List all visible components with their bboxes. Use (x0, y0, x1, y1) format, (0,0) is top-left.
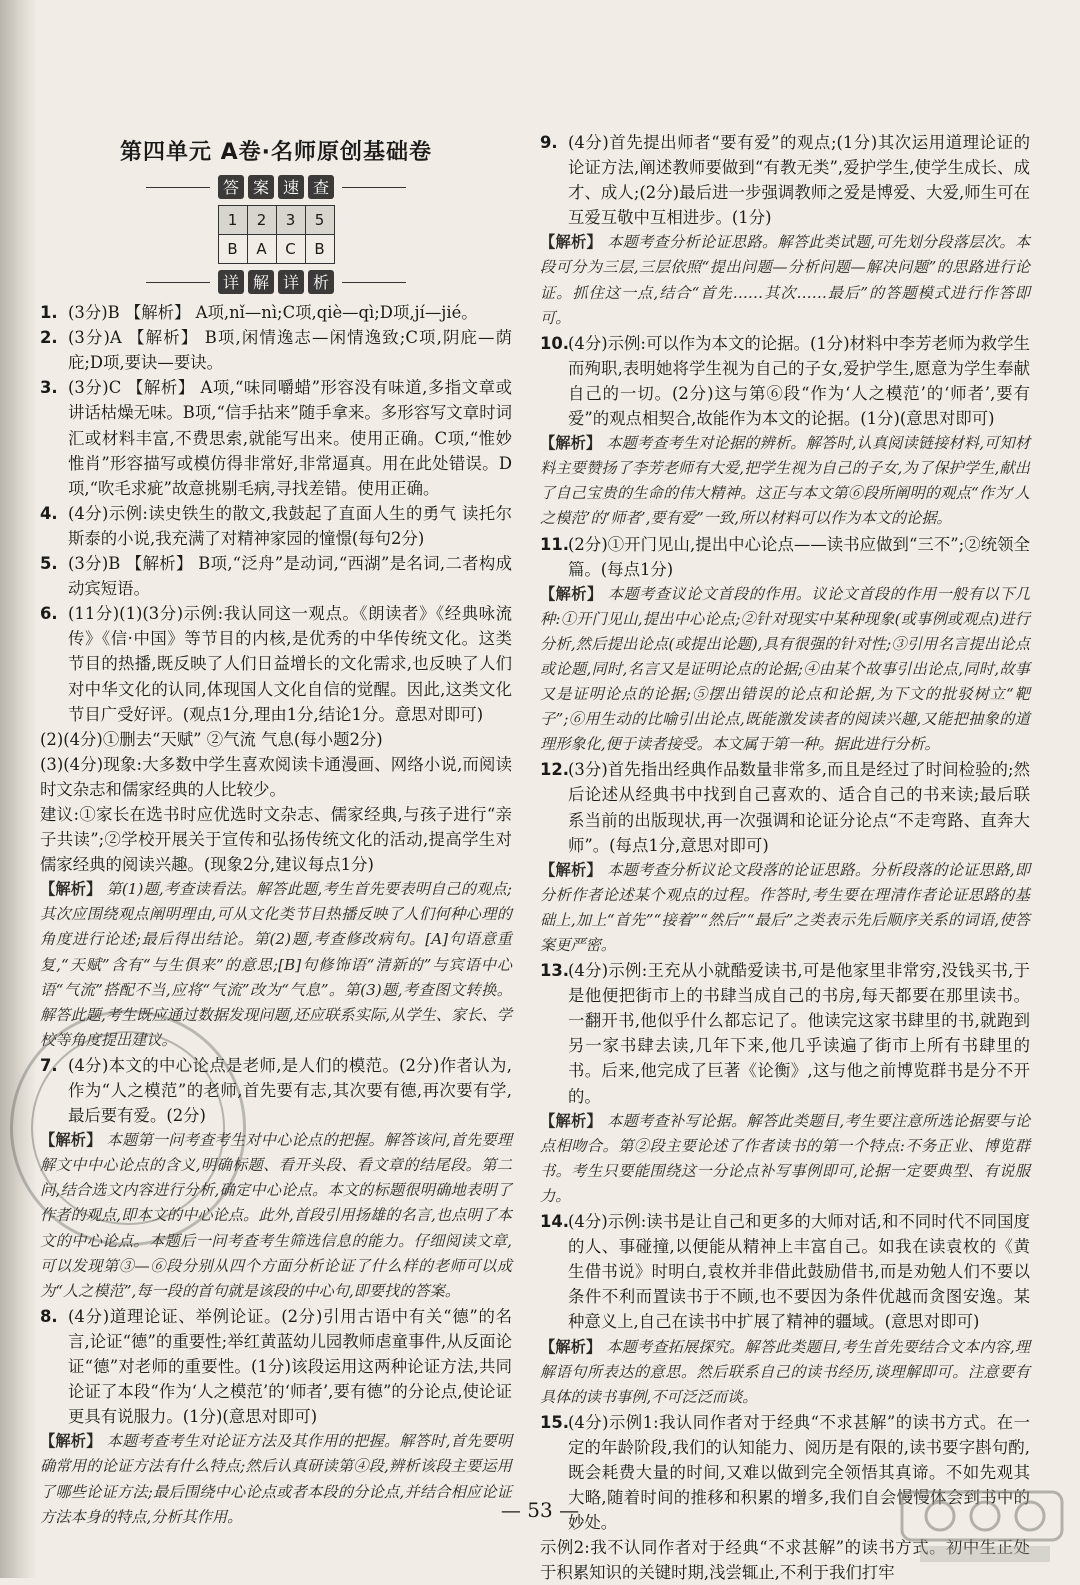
question-item (540, 958, 1030, 1109)
q6-analysis: 【解析】 第(1)题,考查读看法。解答此题,考生首先要表明自己的观点;其次应围绕观点阐明理由,可从文化类节目热播反映了人们何种心理的角度进行论述;最后得出结论。第(2)题,考查修改病句。[A]句语意重复,“天赋”含有“与生俱来”的意思;[B]句修饰语“清新的”与宾语中心语“气流”搭配不当,应将“气流”改为“气息”。第(3)题,考查图文转换。解答此题,考生既应通过数据发现问题,还应联系实际,从学生、家长、学校等角度提出建议。 (40, 880, 513, 1049)
analysis-text: 本题考查分析论证思路。解答此类试题,可先划分段落层次。本段可分为三层,三层依照“提出问题—分析问题—解决问题”的思路进行论证。抓住这一点,结合“首先……其次……最后”的答题模式进行作答即可。 (540, 233, 1031, 327)
analysis-tag: 【解析】 (540, 584, 603, 603)
question-8: 8. (4分)道理论证、举例论证。(2分)引用古语中有关“德”的名言,论证“德”的重要性;举红黄蓝幼儿园教师虐童事件,从反面论证“德”对老师的重要性。(1分)该段运用这两种论证方法,共同论证了本段“作为‘人之模范’的‘师者’,要有德”的分论点,使论证更具有说服力。(1分)(意思对即可) (40, 1306, 512, 1427)
analysis-tag: 【解析】 (540, 860, 602, 879)
analysis-text: 本题考查补写论据。解答此类题目,考生要注意所选论据要与论点相吻合。第②段主要论述了作者读书的第一个特点:不务正业、博览群书。考生只要能围绕这一分论点补写事例即可,论据一定要典型、有说服力。 (540, 1111, 1031, 1205)
question-answer-text: (4分)示例:王充从小就酷爱读书,可是他家里非常穷,没钱买书,于是他便把街市上的书肆当成自己的书房,每天都要在那里读书。一翻开书,他似乎什么都忘记了。他读完这家书肆里的书,就跑到另一家书肆去读,几年下来,他几乎读遍了街市上所有书肆里的书。后来,他完成了巨著《论衡》,这与他之前博览群书是分不开的。 (568, 961, 1030, 1106)
question-item (40, 551, 512, 601)
question-number: 1. (40, 303, 58, 323)
analysis-tag: 【解析】 (40, 880, 102, 899)
analysis-tag: 【解析】 (540, 1337, 602, 1356)
question-item (40, 300, 512, 325)
question-answer-text: (3分)首先指出经典作品数量非常多,而且是经过了时间检验的;然后论述从经典书中找到自己喜欢的、适合自己的书来读;最后联系当前的出版现状,再一次强调和论证分论点“不走弯路、直奔大师”。(每点1分,意思对即可) (568, 760, 1030, 855)
question-number: 10. (540, 333, 570, 353)
question-number: 15. (540, 1412, 570, 1432)
question-number: 6. (40, 604, 58, 624)
question-answer-text: (3分)B 【解析】 A项,nǐ—nì;C项,qiè—qì;D项,jí—jié。 (68, 303, 478, 323)
question-answer-text: (4分)示例:可以作为本文的论据。(1分)材料中李芳老师为救学生而殉职,表明她将学生视为自己的子女,爱护学生,愿意为学生奉献自己的一切。(2分)这与第⑥段“作为‘人之模范’的‘师者’,要有爱”的观点相契合,故能作为本文的论据。(1分)(意思对即可) (568, 333, 1030, 429)
analysis-block (540, 582, 1030, 758)
question-item (40, 375, 512, 500)
q6-suggestion: 建议:①家长在选书时应优选时文杂志、儒家经典,与孩子进行“亲子共读”;②学校开展关于宣传和弘扬传统文化的活动,提高学生对儒家经典的阅读兴趣。(现象2分,建议每点1分) (40, 804, 512, 875)
detail-banner (40, 270, 512, 294)
question-number: 13. (540, 961, 570, 981)
question-number: 14. (540, 1212, 570, 1232)
analysis-tag: 【解析】 (540, 1111, 602, 1130)
question-answer-text: (4分)示例:读书是让自己和更多的大师对话,和不同时代不同国度的人、事碰撞,以便能从精神上丰富自己。如我在读袁枚的《黄生借书说》时明白,袁枚并非借此鼓励借书,而是劝勉人们不要以条件不利而置读书于不顾,也不要因为条件优越而贪图安逸。某种意义上,自己在读书中扩展了精神的疆域。(意思对即可) (568, 1212, 1030, 1332)
q15-example2: 示例2:我不认同作者对于经典“不求甚解”的读书方式。初中生正处于积累知识的关键时期,浅尝辄止,不利于我们打牢 (540, 1538, 1030, 1583)
answers-banner (40, 175, 512, 199)
question-item (540, 532, 1030, 582)
answer-letter-cell: B (218, 235, 247, 264)
question-item (40, 325, 512, 375)
analysis-block (540, 858, 1030, 958)
answers-banner-tile: 查 (308, 175, 334, 199)
question-number: 3. (40, 378, 58, 398)
question-number: 4. (40, 503, 58, 523)
question-number: 11. (540, 534, 570, 554)
question-7: 7. (4分)本文的中心论点是老师,是人们的模范。(2分)作者认为,作为“人之模范”的老师,首先要有志,其次要有德,再次要有学,最后要有爱。(2分) (40, 1055, 512, 1126)
answer-table (218, 205, 335, 264)
question-number: 9. (540, 133, 558, 152)
answers-banner-tile: 答 (218, 175, 244, 199)
right-column (540, 130, 1030, 1585)
right-items (540, 130, 1030, 1535)
left-column (40, 130, 512, 1530)
question-item (40, 501, 512, 551)
question-item (540, 331, 1030, 431)
question-number: 5. (40, 554, 58, 574)
question-item (40, 601, 512, 726)
analysis-block (540, 230, 1030, 330)
question-number: 2. (40, 328, 58, 348)
q8-analysis: 【解析】 本题考查考生对论证方法及其作用的把握。解答时,首先要明确常用的论证方法有什么特点;然后认真研读第④段,辨析该段主要运用了哪些论证方法;最后围绕中心论点或者本段的分论点,并结合相应论证方法本身的特点,分析其作用。 (40, 1432, 513, 1526)
watermark-logo (900, 1488, 1070, 1568)
binding-shadow (0, 0, 36, 1578)
analysis-text: 本题考查议论文首段的作用。议论文首段的作用一般有以下几种:①开门见山,提出中心论点;②针对现实中某种现象(或事例或观点)进行分析,然后提出论点(或提出论题),具有很强的针对性;③引用名言提出论点或论题,同时,名言又是证明论点的论据;④由某个故事引出论点,同时,故事又是证明论点的论据;⑤摆出错误的论点和论据,为下文的批驳树立“靶子”;⑥用生动的比喻引出论点,既能激发读者的阅读兴趣,又能把抽象的道理形象化,便于读者接受。本文属于第一种。据此进行分析。 (540, 584, 1031, 754)
answers-banner-tile: 速 (278, 175, 304, 199)
question-answer-text: (3分)A 【解析】 B项,闲情逸志—闲情逸致;C项,阴庇—荫庇;D项,要诀—要诀。 (68, 328, 512, 373)
q6-part2: (2)(4分)①删去“天赋” ②气流 气息(每小题2分) (40, 729, 383, 749)
answer-number-cell: 1 (218, 206, 247, 235)
question-answer-text: (11分)(1)(3分)示例:我认同这一观点。《朗读者》《经典咏流传》《信·中国》等节目的内核,是优秀的中华传统文化。这类节目的热播,既反映了人们日益增长的文化需求,也反映了人们对中华文化的认同,体现国人文化自信的觉醒。因此,这类文化节目广受好评。(观点1分,理由1分,结论1分。意思对即可) (68, 604, 512, 724)
detail-banner-tile: 详 (218, 270, 244, 294)
question-answer-text: (3分)B 【解析】 B项,“泛舟”是动词,“西湖”是名词,二者构成动宾短语。 (68, 554, 512, 599)
answer-number-cell: 5 (305, 206, 334, 235)
analysis-block (540, 431, 1030, 531)
question-item (540, 1209, 1030, 1334)
page-number: — 53 — (500, 1498, 580, 1522)
answers-banner-tile: 案 (248, 175, 274, 199)
question-answer-text: (4分)示例:读史铁生的散文,我鼓起了直面人生的勇气 读托尔斯泰的小说,我充满了对精神家园的憧憬(每句2分) (68, 503, 512, 548)
q6-part3: (3)(4分)现象:大多数中学生喜欢阅读卡通漫画、网络小说,而阅读时文杂志和儒家经典的人比较少。 (40, 754, 512, 799)
question-answer-text: (2分)①开门见山,提出中心论点——读书应做到“三不”;②统领全篇。(每点1分) (568, 534, 1030, 579)
analysis-text: 本题考查拓展探究。解答此类题目,考生首先要结合文本内容,理解语句所表达的意思。然后联系自己的读书经历,谈理解即可。注意要有具体的读书事例,不可泛泛而谈。 (540, 1337, 1031, 1406)
unit-title: 第四单元 A卷·名师原创基础卷 (119, 140, 433, 165)
left-items (40, 300, 512, 727)
detail-banner-tile: 析 (308, 270, 334, 294)
detail-banner-tile: 解 (248, 270, 274, 294)
answer-letter-cell: A (247, 235, 276, 264)
analysis-tag: 【解析】 (540, 233, 602, 252)
question-item (540, 757, 1030, 857)
analysis-block (540, 1335, 1030, 1410)
analysis-text: 本题考查考生对论据的辨析。解答时,认真阅读链接材料,可知材料主要赞扬了李芳老师有大爱,把学生视为自己的子女,为了保护学生,献出了自己宝贵的生命的伟大精神。这正与本文第⑥段所阐明的观点“作为‘人之模范’的‘师者’,要有爱”一致,所以材料可以作为本文的论据。 (540, 434, 1031, 528)
answer-letter-cell: B (305, 235, 334, 264)
analysis-tag: 【解析】 (540, 434, 602, 453)
question-answer-text: (4分)示例1:我认同作者对于经典“不求甚解”的读书方式。在一定的年龄阶段,我们的认知能力、阅历是有限的,读书要字斟句酌,既会耗费大量的时间,又难以做到完全领悟其真谛。不如先观其大略,随着时间的推移和积累的增多,我们自会慢慢体会到书中的妙处。 (568, 1412, 1030, 1533)
analysis-block (540, 1109, 1030, 1209)
q7-analysis: 【解析】 本题第一问考查考生对中心论点的把握。解答该问,首先要理解文中中心论点的含义,明确标题、看开头段、看文章的结尾段。第二问,结合选文内容进行分析,确定中心论点。本文的标题很明确地表明了作者的观点,即本文的中心论点。此外,首段引用扬雄的名言,也点明了本文的中心论点。本题后一问考查考生筛选信息的能力。仔细阅读文章,可以发现第③—⑥段分别从四个方面分析论证了什么样的老师可以成为“人之模范”,每一段的首句就是该段的中心句,即要找的答案。 (40, 1131, 513, 1300)
question-answer-text: (3分)C 【解析】 A项,“味同嚼蜡”形容没有味道,多指文章或讲话枯燥无味。B项,“信手拈来”随手拿来。多形容写文章时词汇或材料丰富,不费思索,就能写出来。使用正确。C项,“惟妙惟肖”形容描写或模仿得非常好,非常逼真。用在此处错误。D项,“吹毛求疵”故意挑剔毛病,寻找差错。使用正确。 (68, 378, 512, 498)
question-answer-text: (4分)首先提出师者“要有爱”的观点;(1分)其次运用道理论证的论证方法,阐述教师要做到“有教无类”,爱护学生,使学生成长、成才、成人;(2分)最后进一步强调教师之爱是博爱、大爱,师生可在互爱互敬中互相进步。(1分) (568, 133, 1030, 228)
answer-number-cell: 2 (247, 206, 276, 235)
analysis-text: 本题考查分析议论文段落的论证思路。分析段落的论证思路,即分析作者论述某个观点的过程。作答时,考生要在理清作者论证思路的基础上,加上“首先”“接着”“然后”“最后”之类表示先后顺序关系的词语,使答案更严密。 (540, 860, 1031, 954)
answer-letter-cell: C (276, 235, 305, 264)
detail-banner-tile: 详 (278, 270, 304, 294)
answer-number-cell: 3 (276, 206, 305, 235)
question-number: 12. (540, 760, 570, 780)
question-item (540, 130, 1030, 230)
